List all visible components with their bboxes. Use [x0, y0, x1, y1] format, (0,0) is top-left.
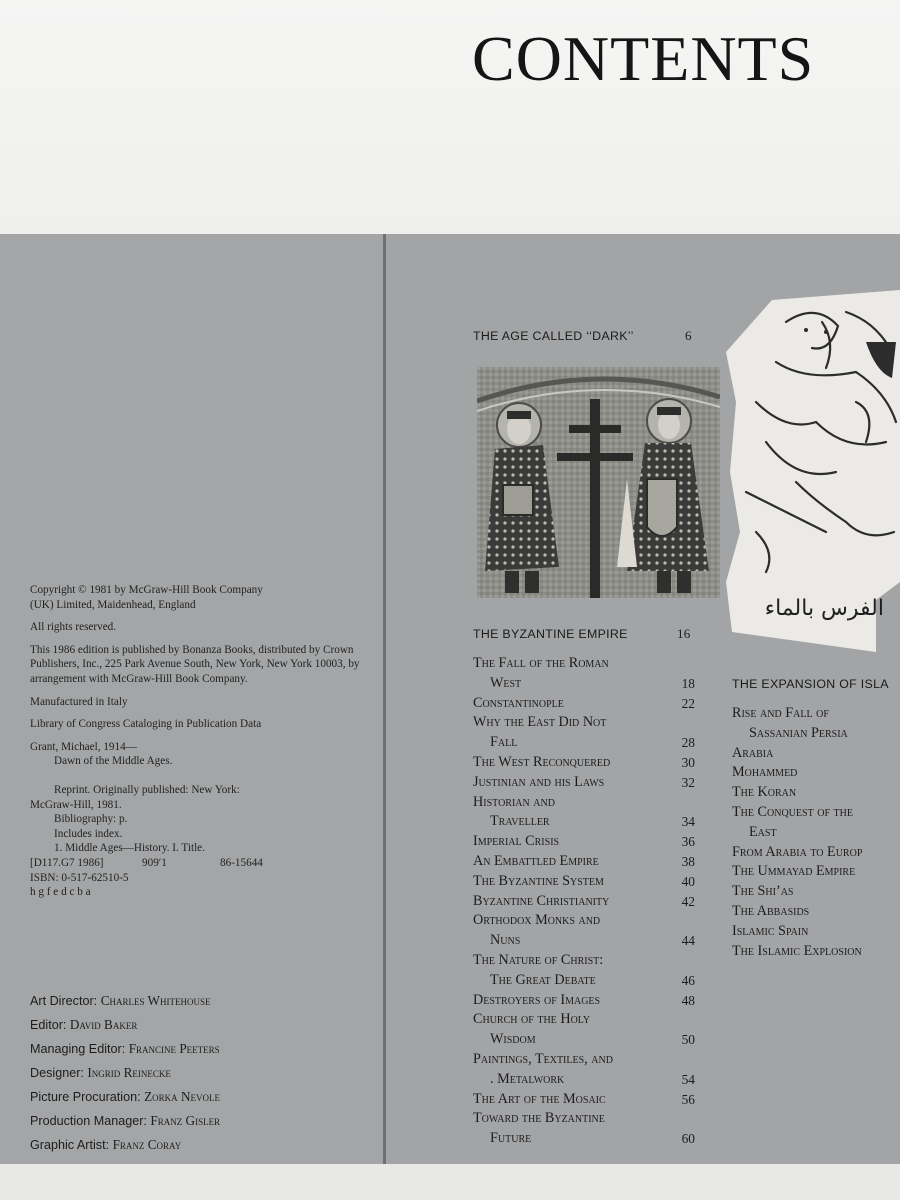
cip-author: Grant, Michael, 1914— — [30, 740, 137, 753]
section-heading-dark — [473, 329, 703, 343]
credit-name: Franz Coray — [112, 1137, 182, 1152]
cip-dewey: 909′1 — [142, 856, 167, 869]
toc-page-number: 42 — [681, 893, 695, 909]
toc-entry-title: An Embattled Empire — [473, 852, 599, 869]
section-heading-byzantine — [473, 627, 703, 641]
credit-line — [30, 1061, 370, 1085]
credit-name: Charles Whitehouse — [100, 993, 211, 1008]
toc-page-number: 54 — [681, 1071, 695, 1087]
toc-entry-title-continued: . Metalwork — [490, 1070, 565, 1087]
credit-line — [30, 989, 370, 1013]
toc-entry-title: Toward the Byzantine — [473, 1110, 605, 1127]
toc-entry — [473, 1050, 695, 1090]
toc-entry-title: The Islamic Explosion — [732, 942, 862, 959]
page-title: CONTENTS — [472, 23, 815, 94]
toc-page-number: 28 — [681, 735, 695, 751]
toc-entry-title: The Shi’as — [732, 883, 794, 900]
toc-entry-title: The Abbasids — [732, 902, 810, 919]
credit-line — [30, 1037, 370, 1061]
toc-page-number: 60 — [681, 1131, 695, 1147]
toc-entry-title: Islamic Spain — [732, 922, 809, 939]
credit-role: Picture Procuration: — [30, 1090, 145, 1104]
mosaic-illustration — [477, 367, 720, 598]
toc-entry — [473, 852, 695, 872]
toc-entry-title-continued: Future — [490, 1130, 532, 1147]
toc-entry — [732, 942, 900, 962]
toc-entry-title: The Art of the Mosaic — [473, 1090, 606, 1107]
toc-page-number: 38 — [681, 853, 695, 869]
cip-bibliography: Bibliography: p. — [54, 813, 128, 826]
toc-entry-title-continued: Nuns — [490, 932, 521, 949]
toc-entry-title-continued: Traveller — [490, 813, 550, 830]
toc-entry — [473, 1090, 695, 1110]
toc-entry — [732, 843, 900, 863]
manufactured-notice: Manufactured in Italy — [30, 695, 128, 708]
toc-entry — [473, 773, 695, 793]
credit-name: Francine Peeters — [128, 1041, 220, 1056]
toc-entry-title: The Ummayad Empire — [732, 863, 856, 880]
toc-entry-title: Historian and — [473, 793, 555, 810]
toc-page-number: 48 — [681, 992, 695, 1008]
islam-contents-list — [732, 704, 900, 961]
toc-entry-title: The West Reconquered — [473, 753, 611, 770]
isbn: ISBN: 0-517-62510-5 — [30, 871, 129, 884]
toc-entry-title: From Arabia to Europ — [732, 843, 863, 860]
toc-page-number: 18 — [681, 675, 695, 691]
toc-entry-title: Imperial Crisis — [473, 833, 560, 850]
toc-entry-title-continued: The Great Debate — [490, 971, 596, 988]
toc-entry — [473, 832, 695, 852]
credit-role: Production Manager: — [30, 1114, 151, 1128]
section-heading-islam — [732, 677, 889, 691]
cip-reprint: Reprint. Originally published: New York: — [54, 783, 240, 796]
toc-entry — [473, 872, 695, 892]
toc-entry-title-continued: Wisdom — [490, 1031, 536, 1048]
toc-entry-title-continued: Sassanian Persia — [749, 724, 848, 741]
cip-subjects: 1. Middle Ages—History. I. Title. — [54, 842, 205, 855]
cip-lccn: 86-15644 — [220, 856, 263, 869]
toc-entry — [473, 793, 695, 833]
credit-name: David Baker — [69, 1017, 138, 1032]
credit-line — [30, 1109, 370, 1133]
toc-entry-title: Constantinople — [473, 694, 564, 711]
toc-entry-title-continued: East — [749, 823, 777, 840]
toc-entry-title: Orthodox Monks and — [473, 912, 601, 929]
toc-page-number: 36 — [681, 834, 695, 850]
credit-role: Designer: — [30, 1066, 88, 1080]
toc-entry-title: Byzantine Christianity — [473, 892, 610, 909]
toc-page-number: 50 — [681, 1032, 695, 1048]
cip-title: Library of Congress Cataloging in Publication Data — [30, 718, 262, 731]
toc-entry — [732, 744, 900, 764]
edition-notice: This 1986 edition is published by Bonanza Books, distributed by Crown Publishers, Inc., 225 Park Avenue South, New York, New York 10003, by arrangement with McGraw-Hill Book Company. — [30, 643, 360, 685]
toc-page-number: 32 — [681, 774, 695, 790]
toc-entry-title: Why the East Did Not — [473, 714, 607, 731]
credits-list — [30, 989, 370, 1157]
toc-entry — [732, 922, 900, 942]
section-title: THE BYZANTINE EMPIRE — [473, 627, 628, 641]
toc-entry-title: The Byzantine System — [473, 872, 604, 889]
manuscript-fragment-image — [726, 282, 900, 652]
toc-entry — [473, 753, 695, 773]
toc-entry — [473, 713, 695, 753]
toc-entry — [732, 783, 900, 803]
toc-entry-title: Rise and Fall of — [732, 705, 829, 721]
copyright-line: Copyright © 1981 by McGraw-Hill Book Company — [30, 584, 263, 596]
toc-page-number: 46 — [681, 972, 695, 988]
credit-line — [30, 1133, 370, 1157]
credit-role: Managing Editor: — [30, 1042, 129, 1056]
toc-entry — [732, 862, 900, 882]
toc-entry — [473, 1010, 695, 1050]
rights-notice: All rights reserved. — [30, 621, 117, 634]
cip-classification-row — [30, 856, 330, 871]
toc-entry — [473, 951, 695, 991]
toc-entry — [732, 803, 900, 843]
toc-page-number: 34 — [681, 814, 695, 830]
toc-entry-title: Mohammed — [732, 764, 798, 781]
toc-entry — [473, 892, 695, 912]
toc-entry-title-continued: West — [490, 674, 522, 691]
toc-page-number: 56 — [681, 1091, 695, 1107]
toc-entry-title-continued: Fall — [490, 734, 518, 751]
credit-name: Zorka Nevole — [144, 1089, 220, 1104]
toc-page-number: 40 — [681, 873, 695, 889]
toc-entry — [732, 704, 900, 744]
toc-entry-title: The Nature of Christ: — [473, 951, 604, 968]
toc-entry — [473, 1109, 695, 1149]
section-title: THE AGE CALLED ‘‘DARK’’ — [473, 329, 634, 343]
toc-page-number: 44 — [681, 933, 695, 949]
page-bottom-edge — [0, 1164, 900, 1200]
copyright-line-2: (UK) Limited, Maidenhead, England — [30, 598, 196, 611]
credit-line — [30, 1013, 370, 1037]
toc-entry-title: Justinian and his Laws — [473, 773, 605, 790]
byzantine-contents-list — [473, 654, 695, 1149]
toc-entry — [732, 882, 900, 902]
toc-entry-title: Church of the Holy — [473, 1011, 591, 1028]
toc-entry — [473, 991, 695, 1011]
fragment-arabic-script: الفرس بالماء — [764, 596, 884, 621]
toc-entry-title: The Koran — [732, 784, 797, 801]
printing-line: h g f e d c b a — [30, 886, 91, 899]
toc-entry — [473, 694, 695, 714]
toc-entry — [732, 902, 900, 922]
cip-book-title: Dawn of the Middle Ages. — [54, 755, 173, 768]
toc-entry-title: The Fall of the Roman — [473, 655, 609, 671]
credit-name: Ingrid Reinecke — [87, 1065, 171, 1080]
credit-line — [30, 1085, 370, 1109]
toc-page-number: 22 — [681, 695, 695, 711]
credit-role: Art Director: — [30, 994, 101, 1008]
toc-entry — [732, 763, 900, 783]
toc-entry — [473, 911, 695, 951]
cip-class: [D117.G7 1986] — [30, 856, 104, 869]
toc-entry-title: Paintings, Textiles, and — [473, 1050, 613, 1067]
toc-entry — [473, 654, 695, 694]
credit-role: Graphic Artist: — [30, 1138, 113, 1152]
credit-role: Editor: — [30, 1018, 70, 1032]
toc-entry-title: Destroyers of Images — [473, 991, 601, 1008]
section-page-number: 16 — [677, 626, 691, 641]
section-page-number: 6 — [685, 328, 692, 343]
toc-entry-title: The Conquest of the — [732, 803, 853, 820]
section-title: THE EXPANSION OF ISLA — [732, 677, 889, 691]
copyright-block — [30, 583, 360, 900]
credit-name: Franz Gisler — [150, 1113, 221, 1128]
cip-reprint-2: McGraw-Hill, 1981. — [30, 798, 122, 811]
toc-page-number: 30 — [681, 754, 695, 770]
cip-index: Includes index. — [54, 827, 123, 840]
toc-entry-title: Arabia — [732, 744, 774, 761]
